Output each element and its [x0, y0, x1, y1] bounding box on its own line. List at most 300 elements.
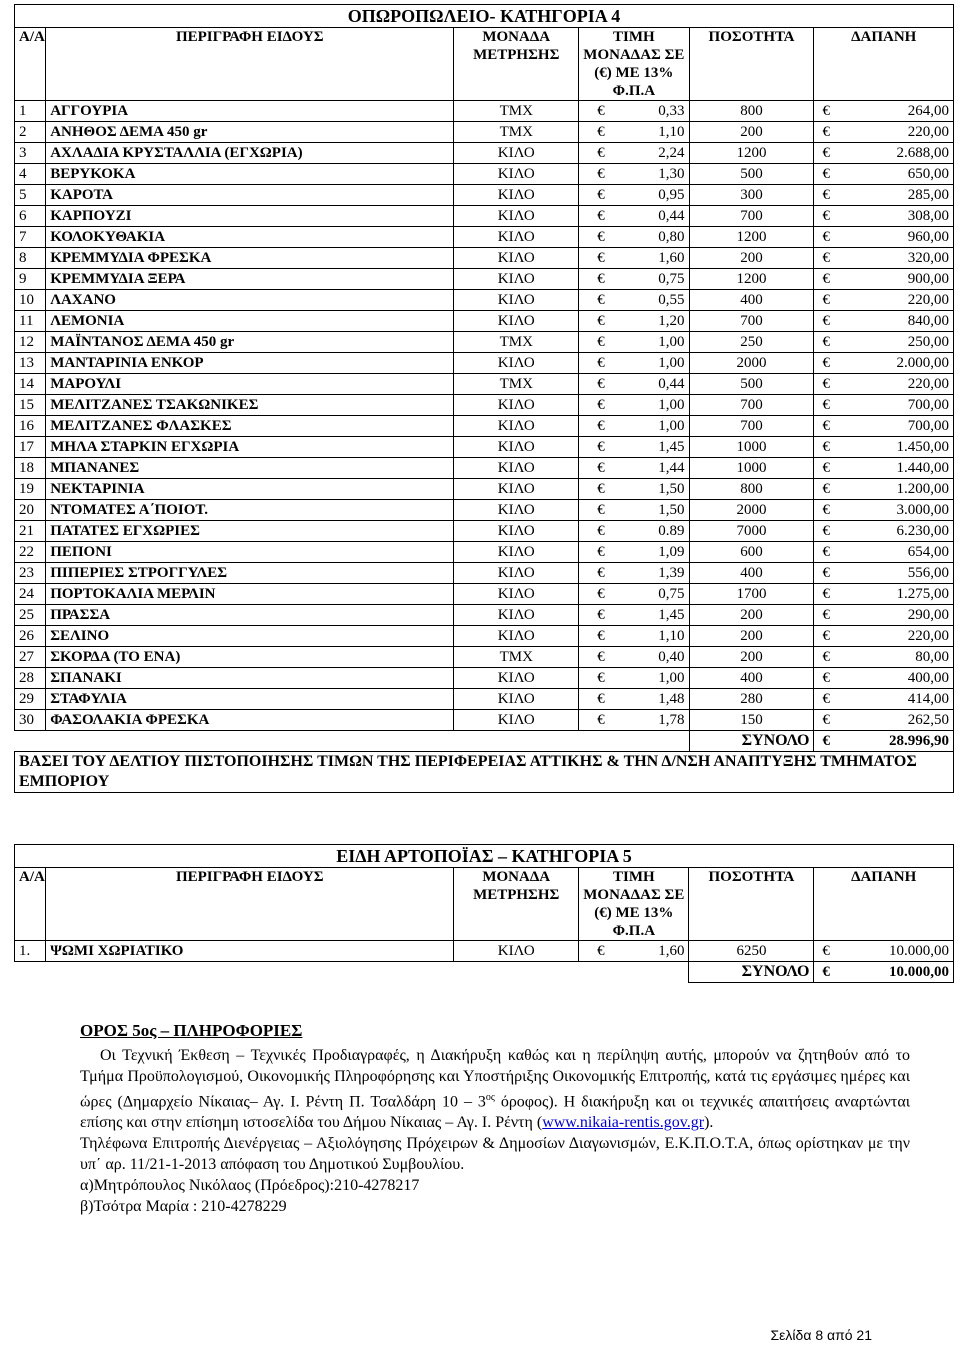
unit-price: [579, 290, 689, 311]
item-cost-value: 900,00: [907, 271, 949, 287]
header-quantity: ΠΟΣΟΤΗΤΑ: [689, 868, 814, 941]
item-unit: ΚΙΛΟ: [454, 563, 579, 584]
row-number: 9: [15, 269, 46, 290]
item-cost: [814, 353, 954, 374]
item-unit: ΚΙΛΟ: [454, 941, 579, 962]
item-unit: ΤΜΧ: [454, 374, 579, 395]
item-unit: ΤΜΧ: [454, 101, 579, 122]
euro-symbol: €: [822, 103, 830, 119]
euro-symbol: €: [597, 481, 605, 497]
table-row: [15, 563, 954, 584]
row-number: 7: [15, 227, 46, 248]
item-description: ΜΑΪΝΤΑΝΟΣ ΔΕΜΑ 450 gr: [46, 332, 454, 353]
item-description: ΚΡΕΜΜΥΔΙΑ ΦΡΕΣΚΑ: [46, 248, 454, 269]
item-cost: [814, 395, 954, 416]
item-quantity: 200: [689, 605, 814, 626]
table-row: [15, 668, 954, 689]
euro-symbol: €: [822, 229, 830, 245]
unit-price: [579, 626, 689, 647]
euro-symbol: €: [822, 607, 830, 623]
item-cost-value: 1.440,00: [896, 460, 949, 476]
item-cost: [814, 248, 954, 269]
unit-price-value: 1,00: [658, 397, 685, 413]
euro-symbol: €: [597, 103, 605, 119]
item-quantity: 300: [689, 185, 814, 206]
item-cost-value: 700,00: [907, 397, 949, 413]
unit-price-value: 0,80: [658, 229, 685, 245]
euro-symbol: €: [822, 208, 830, 224]
terms-paragraph-info: [80, 1045, 910, 1133]
item-cost-value: 220,00: [907, 124, 949, 140]
euro-symbol: €: [597, 334, 605, 350]
unit-price-value: 1,45: [658, 607, 685, 623]
table-row: [15, 500, 954, 521]
euro-symbol: €: [597, 250, 605, 266]
total-value: [814, 962, 954, 983]
unit-price: [579, 521, 689, 542]
item-unit: ΚΙΛΟ: [454, 458, 579, 479]
unit-price: [579, 122, 689, 143]
unit-price: [579, 584, 689, 605]
unit-price: [579, 500, 689, 521]
item-cost: [814, 542, 954, 563]
unit-price-value: 1,39: [658, 565, 685, 581]
item-cost: [814, 647, 954, 668]
item-quantity: 1000: [689, 458, 814, 479]
item-cost-value: 3.000,00: [896, 502, 949, 518]
euro-symbol: €: [822, 250, 830, 266]
header-cost: ΔΑΠΑΝΗ: [814, 28, 954, 101]
item-unit: ΚΙΛΟ: [454, 668, 579, 689]
unit-price-value: 1,20: [658, 313, 685, 329]
item-cost: [814, 458, 954, 479]
item-quantity: 6250: [689, 941, 814, 962]
unit-price: [579, 710, 689, 731]
row-number: 1.: [15, 941, 46, 962]
floor-superscript: ος: [485, 1092, 495, 1103]
table-row: [15, 479, 954, 500]
category-5-title: ΕΙΔΗ ΑΡΤΟΠΟΪΑΣ – ΚΑΤΗΓΟΡΙΑ 5: [15, 845, 954, 868]
item-cost-value: 264,00: [907, 103, 949, 119]
item-quantity: 700: [689, 395, 814, 416]
unit-price: [579, 563, 689, 584]
unit-price: [579, 311, 689, 332]
item-quantity: 2000: [689, 353, 814, 374]
item-description: ΨΩΜΙ ΧΩΡΙΑΤΙΚΟ: [46, 941, 454, 962]
table-row: [15, 353, 954, 374]
item-description: ΛΑΧΑΝΟ: [46, 290, 454, 311]
unit-price-value: 1,60: [658, 943, 685, 959]
euro-symbol: €: [822, 334, 830, 350]
header-aa: Α/Α: [15, 28, 46, 101]
terms-contact-1: α)Μητρόπουλος Νικόλαος (Πρόεδρος):210-4278217: [80, 1177, 420, 1195]
euro-symbol: €: [822, 313, 830, 329]
unit-price: [579, 941, 689, 962]
item-cost: [814, 437, 954, 458]
item-cost-value: 285,00: [907, 187, 949, 203]
unit-price-value: 1,45: [658, 439, 685, 455]
euro-symbol: €: [822, 943, 830, 959]
header-price: ΤΙΜΗ ΜΟΝΑΔΑΣ ΣΕ (€) ΜΕ 13% Φ.Π.Α: [579, 28, 689, 101]
row-number: 30: [15, 710, 46, 731]
item-quantity: 700: [689, 206, 814, 227]
item-unit: ΚΙΛΟ: [454, 290, 579, 311]
item-description: ΠΡΑΣΣΑ: [46, 605, 454, 626]
item-cost: [814, 269, 954, 290]
unit-price: [579, 458, 689, 479]
item-description: ΜΕΛΙΤΖΑΝΕΣ ΤΣΑΚΩΝΙΚΕΣ: [46, 395, 454, 416]
item-unit: ΚΙΛΟ: [454, 689, 579, 710]
unit-price-value: 1,44: [658, 460, 685, 476]
header-description: ΠΕΡΙΓΡΑΦΗ ΕΙΔΟΥΣ: [46, 28, 454, 101]
item-quantity: 200: [689, 647, 814, 668]
item-cost: [814, 479, 954, 500]
unit-price: [579, 395, 689, 416]
item-cost-value: 250,00: [907, 334, 949, 350]
item-quantity: 400: [689, 563, 814, 584]
item-cost-value: 650,00: [907, 166, 949, 182]
unit-price: [579, 353, 689, 374]
unit-price: [579, 227, 689, 248]
category-4-table: [14, 4, 954, 793]
row-number: 5: [15, 185, 46, 206]
item-quantity: 500: [689, 374, 814, 395]
item-unit: ΚΙΛΟ: [454, 206, 579, 227]
euro-symbol: €: [822, 145, 830, 161]
unit-price-value: 1,10: [658, 628, 685, 644]
table-row: [15, 458, 954, 479]
unit-price-value: 0,75: [658, 271, 685, 287]
item-description: ΣΤΑΦΥΛΙΑ: [46, 689, 454, 710]
row-number: 25: [15, 605, 46, 626]
item-cost: [814, 626, 954, 647]
item-quantity: 250: [689, 332, 814, 353]
euro-symbol: €: [822, 481, 830, 497]
item-cost: [814, 521, 954, 542]
table-row: [15, 941, 954, 962]
item-quantity: 1000: [689, 437, 814, 458]
euro-symbol: €: [822, 523, 830, 539]
item-description: ΛΕΜΟΝΙΑ: [46, 311, 454, 332]
item-cost-value: 1.200,00: [896, 481, 949, 497]
item-description: ΜΕΛΙΤΖΑΝΕΣ ΦΛΑΣΚΕΣ: [46, 416, 454, 437]
table-row: [15, 164, 954, 185]
euro-symbol: €: [597, 418, 605, 434]
euro-symbol: €: [597, 292, 605, 308]
item-cost: [814, 374, 954, 395]
total-label: ΣΥΝΟΛΟ: [689, 962, 814, 983]
item-description: ΜΑΡΟΥΛΙ: [46, 374, 454, 395]
table-row: [15, 269, 954, 290]
item-unit: ΚΙΛΟ: [454, 353, 579, 374]
unit-price: [579, 605, 689, 626]
euro-symbol: €: [597, 565, 605, 581]
item-cost-value: 840,00: [907, 313, 949, 329]
row-number: 26: [15, 626, 46, 647]
item-cost: [814, 605, 954, 626]
item-cost-value: 10.000,00: [889, 943, 949, 959]
item-description: ΜΗΛΑ ΣΤΑΡΚΙΝ ΕΓΧΩΡΙΑ: [46, 437, 454, 458]
item-unit: ΚΙΛΟ: [454, 437, 579, 458]
row-number: 15: [15, 395, 46, 416]
item-quantity: 7000: [689, 521, 814, 542]
unit-price: [579, 647, 689, 668]
item-cost: [814, 227, 954, 248]
unit-price: [579, 332, 689, 353]
item-unit: ΚΙΛΟ: [454, 479, 579, 500]
category-4-title: ΟΠΩΡΟΠΩΛΕΙΟ- ΚΑΤΗΓΟΡΙΑ 4: [15, 5, 954, 28]
table-row: [15, 395, 954, 416]
table-row: [15, 332, 954, 353]
unit-price-value: 1,00: [658, 670, 685, 686]
item-quantity: 1200: [689, 269, 814, 290]
table-row: [15, 143, 954, 164]
euro-symbol: €: [822, 586, 830, 602]
item-cost: [814, 311, 954, 332]
row-number: 14: [15, 374, 46, 395]
table-row: [15, 185, 954, 206]
table-row: [15, 206, 954, 227]
row-number: 10: [15, 290, 46, 311]
total-spacer: [15, 731, 690, 752]
header-quantity: ΠΟΣΟΤΗΤΑ: [689, 28, 814, 101]
unit-price-value: 1,09: [658, 544, 685, 560]
euro-symbol: €: [597, 355, 605, 371]
source-note-row: [15, 752, 954, 793]
euro-symbol: €: [822, 271, 830, 287]
unit-price-value: 1,50: [658, 502, 685, 518]
item-unit: ΚΙΛΟ: [454, 416, 579, 437]
total-value: [814, 731, 954, 752]
item-description: ΦΑΣΟΛΑΚΙΑ ΦΡΕΣΚΑ: [46, 710, 454, 731]
terms-text-c: ).: [704, 1114, 714, 1132]
item-unit: ΤΜΧ: [454, 647, 579, 668]
unit-price-value: 1,00: [658, 355, 685, 371]
euro-symbol: €: [597, 124, 605, 140]
unit-price-value: 0,75: [658, 586, 685, 602]
row-number: 22: [15, 542, 46, 563]
unit-price-value: 0,44: [658, 208, 685, 224]
unit-price-value: 1,00: [658, 418, 685, 434]
item-cost-value: 308,00: [907, 208, 949, 224]
item-description: ΑΓΓΟΥΡΙΑ: [46, 101, 454, 122]
item-cost: [814, 584, 954, 605]
euro-symbol: €: [597, 439, 605, 455]
item-quantity: 1700: [689, 584, 814, 605]
row-number: 13: [15, 353, 46, 374]
item-cost-value: 414,00: [907, 691, 949, 707]
euro-symbol: €: [822, 565, 830, 581]
euro-symbol: €: [822, 502, 830, 518]
unit-price: [579, 248, 689, 269]
row-number: 19: [15, 479, 46, 500]
item-quantity: 1200: [689, 143, 814, 164]
row-number: 12: [15, 332, 46, 353]
item-quantity: 400: [689, 290, 814, 311]
table-row: [15, 626, 954, 647]
item-description: ΜΠΑΝΑΝΕΣ: [46, 458, 454, 479]
euro-symbol: €: [597, 208, 605, 224]
item-cost: [814, 185, 954, 206]
euro-symbol: €: [822, 355, 830, 371]
euro-symbol: €: [822, 964, 830, 980]
total-label: ΣΥΝΟΛΟ: [689, 731, 814, 752]
total-row: [15, 731, 954, 752]
item-cost: [814, 710, 954, 731]
euro-symbol: €: [597, 649, 605, 665]
euro-symbol: €: [597, 166, 605, 182]
item-cost-value: 290,00: [907, 607, 949, 623]
item-unit: ΚΙΛΟ: [454, 269, 579, 290]
table-row: [15, 227, 954, 248]
euro-symbol: €: [597, 376, 605, 392]
unit-price: [579, 689, 689, 710]
unit-price: [579, 101, 689, 122]
unit-price: [579, 164, 689, 185]
item-cost-value: 220,00: [907, 628, 949, 644]
total-amount: 10.000,00: [889, 964, 949, 980]
item-description: ΚΑΡΟΤΑ: [46, 185, 454, 206]
item-quantity: 500: [689, 164, 814, 185]
source-note: ΒΑΣΕΙ ΤΟΥ ΔΕΛΤΙΟΥ ΠΙΣΤΟΠΟΙΗΣΗΣ ΤΙΜΩΝ ΤΗΣ ΠΕΡΙΦΕΡΕΙΑΣ ΑΤΤΙΚΗΣ & ΤΗΝ Δ/ΝΣΗ ΑΝΑΠΤΥΞΗΣ ΤΜΗΜΑΤΟΣ ΕΜΠΟΡΙΟΥ: [15, 752, 954, 793]
item-cost: [814, 101, 954, 122]
item-cost-value: 220,00: [907, 292, 949, 308]
terms-heading: ΟΡΟΣ 5ος – ΠΛΗΡΟΦΟΡΙΕΣ: [80, 1021, 303, 1040]
unit-price-value: 1,00: [658, 334, 685, 350]
item-unit: ΚΙΛΟ: [454, 143, 579, 164]
item-cost-value: 2.688,00: [896, 145, 949, 161]
table-row: [15, 101, 954, 122]
item-cost: [814, 122, 954, 143]
item-cost: [814, 500, 954, 521]
item-cost-value: 960,00: [907, 229, 949, 245]
item-description: ΑΧΛΑΔΙΑ ΚΡΥΣΤΑΛΛΙΑ (ΕΓΧΩΡΙΑ): [46, 143, 454, 164]
item-cost-value: 1.275,00: [896, 586, 949, 602]
euro-symbol: €: [822, 418, 830, 434]
item-unit: ΚΙΛΟ: [454, 227, 579, 248]
item-unit: ΚΙΛΟ: [454, 185, 579, 206]
item-quantity: 2000: [689, 500, 814, 521]
item-unit: ΚΙΛΟ: [454, 500, 579, 521]
item-description: ΜΑΝΤΑΡΙΝΙΑ ΕΝΚΟΡ: [46, 353, 454, 374]
item-description: ΣΠΑΝΑΚΙ: [46, 668, 454, 689]
table-row: [15, 521, 954, 542]
item-cost-value: 220,00: [907, 376, 949, 392]
euro-symbol: €: [597, 460, 605, 476]
euro-symbol: €: [822, 397, 830, 413]
page-number: Σελίδα 8 από 21: [770, 1327, 872, 1343]
table-row: [15, 689, 954, 710]
item-quantity: 280: [689, 689, 814, 710]
municipality-website-link[interactable]: www.nikaia-rentis.gov.gr: [542, 1114, 705, 1132]
item-cost: [814, 143, 954, 164]
item-cost: [814, 941, 954, 962]
item-cost-value: 262,50: [907, 712, 949, 728]
unit-price: [579, 479, 689, 500]
item-quantity: 200: [689, 626, 814, 647]
item-unit: ΚΙΛΟ: [454, 521, 579, 542]
euro-symbol: €: [822, 691, 830, 707]
euro-symbol: €: [597, 607, 605, 623]
item-quantity: 200: [689, 248, 814, 269]
euro-symbol: €: [822, 187, 830, 203]
row-number: 8: [15, 248, 46, 269]
euro-symbol: €: [597, 187, 605, 203]
item-cost-value: 400,00: [907, 670, 949, 686]
table-row: [15, 647, 954, 668]
unit-price: [579, 374, 689, 395]
item-unit: ΤΜΧ: [454, 122, 579, 143]
euro-symbol: €: [822, 649, 830, 665]
unit-price-value: 1,78: [658, 712, 685, 728]
item-cost-value: 2.000,00: [896, 355, 949, 371]
unit-price: [579, 437, 689, 458]
item-quantity: 800: [689, 479, 814, 500]
header-row: [15, 28, 954, 101]
item-description: ΠΑΤΑΤΕΣ ΕΓΧΩΡΙΕΣ: [46, 521, 454, 542]
euro-symbol: €: [822, 124, 830, 140]
item-description: ΣΚΟΡΔΑ (ΤΟ ΕΝΑ): [46, 647, 454, 668]
unit-price: [579, 143, 689, 164]
euro-symbol: €: [822, 670, 830, 686]
unit-price-value: 1,10: [658, 124, 685, 140]
euro-symbol: €: [822, 166, 830, 182]
euro-symbol: €: [822, 376, 830, 392]
item-cost: [814, 416, 954, 437]
item-unit: ΚΙΛΟ: [454, 311, 579, 332]
terms-paragraph-committee: Τηλέφωνα Επιτροπής Διενέργειας – Αξιολόγησης Πρόχειρων & Δημοσίων Διαγωνισμών, Ε.Κ.Π.Ο.Τ.Α, όπως ορίστηκαν με την υπ΄ αρ. 11/21-1-2013 απόφαση του Δημοτικού Συμβουλίου.: [80, 1135, 910, 1174]
item-cost: [814, 563, 954, 584]
item-quantity: 150: [689, 710, 814, 731]
euro-symbol: €: [597, 544, 605, 560]
euro-symbol: €: [597, 628, 605, 644]
unit-price-value: 0.89: [658, 523, 685, 539]
terms-text-a: Οι Τεχνική Έκθεση – Τεχνικές Προδιαγραφές, η Διακήρυξη καθώς και η περίληψη αυτής, μπορούν να ζητηθούν από το Τμήμα Προϋπολογισμού, Οικονομικής Πληροφόρησης και Υποστήριξης Οικονομικής Επιτροπής, κατά τις εργάσιμες ημέρες και ώρες (Δημαρχείο Νίκαιας– Αγ. Ι. Ρέντη Π. Τσαλδάρη 10 – 3: [80, 1047, 910, 1111]
table-row: [15, 584, 954, 605]
unit-price: [579, 269, 689, 290]
header-unit: ΜΟΝΑΔΑ ΜΕΤΡΗΣΗΣ: [454, 28, 579, 101]
item-description: ΚΟΛΟΚΥΘΑΚΙΑ: [46, 227, 454, 248]
unit-price-value: 0,44: [658, 376, 685, 392]
item-unit: ΚΙΛΟ: [454, 395, 579, 416]
row-number: 20: [15, 500, 46, 521]
item-unit: ΚΙΛΟ: [454, 164, 579, 185]
euro-symbol: €: [822, 733, 830, 749]
row-number: 6: [15, 206, 46, 227]
row-number: 1: [15, 101, 46, 122]
table-row: [15, 710, 954, 731]
table-row: [15, 374, 954, 395]
item-description: ΠΟΡΤΟΚΑΛΙΑ ΜΕΡΛΙΝ: [46, 584, 454, 605]
table-row: [15, 542, 954, 563]
item-cost-value: 1.450,00: [896, 439, 949, 455]
unit-price-value: 2,24: [658, 145, 685, 161]
euro-symbol: €: [597, 313, 605, 329]
total-spacer: [15, 962, 689, 983]
header-unit: ΜΟΝΑΔΑ ΜΕΤΡΗΣΗΣ: [454, 868, 579, 941]
item-cost: [814, 689, 954, 710]
item-cost-value: 320,00: [907, 250, 949, 266]
row-number: 28: [15, 668, 46, 689]
unit-price: [579, 542, 689, 563]
item-quantity: 400: [689, 668, 814, 689]
unit-price: [579, 206, 689, 227]
item-unit: ΚΙΛΟ: [454, 626, 579, 647]
table-row: [15, 605, 954, 626]
row-number: 27: [15, 647, 46, 668]
euro-symbol: €: [597, 145, 605, 161]
item-cost: [814, 206, 954, 227]
